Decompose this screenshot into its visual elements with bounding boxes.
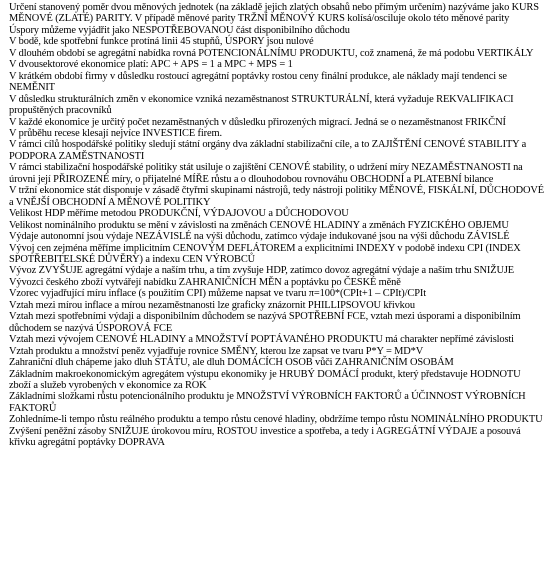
paragraph-23: Vztah produktu a množství peněz vyjadřuje rovnice SMĚNY, kterou lze zapsat ve tvaru P*Y = MD*V xyxy=(9,345,424,357)
paragraph-24: Zahraniční dluh chápeme jako dluh STÁTU, ale dluh DOMÁCÍCH OSOB vůči ZAHRANIČNÍM OSOBÁM xyxy=(9,357,454,369)
paragraph-15: Výdaje autonomní jsou výdaje NEZÁVISLÉ na výši důchodu, zatímco výdaje indukované jsou na výši důchodu ZÁVISLÉ xyxy=(9,231,510,243)
paragraph-3: V bodě, kde spotřební funkce protíná linii 45 stupňů, ÚSPORY jsou nulové xyxy=(9,36,314,48)
paragraph-26: Základními složkami růstu potencionálního produktu je MNOŽSTVÍ VÝROBNÍCH FAKTORŮ a ÚČINNOST VÝROBNÍCH FAKTORŮ xyxy=(9,391,526,414)
paragraph-28: Zvýšení peněžní zásoby SNIŽUJE úrokovou míru, ROSTOU investice a spotřeba, a tedy i AGREGÁTNÍ VÝDAJE a posouvá křivku agregátní poptávky DOPRAVA xyxy=(9,425,521,449)
paragraph-7: V důsledku strukturálních změn v ekonomice vzniká nezaměstnanost STRUKTURÁLNÍ, která vyžaduje REKVALIFIKACI propuštěných pracovníků xyxy=(9,93,514,117)
paragraph-9: V průběhu recese klesají nejvíce INVESTICE firem. xyxy=(9,127,222,139)
paragraph-17: Vývoz ZVYŠUJE agregátní výdaje a naším trhu, a tím zvyšuje HDP, zatímco dovoz agregátní výdaje a naším trhu SNIŽUJE xyxy=(9,265,515,277)
paragraph-1: Určení stanovený poměr dvou měnových jednotek (na základě jejich zlatých obsahů nebo přímým určením) nazýváme jako KURS MĚNOVÉ (ZLATÉ) PARITY. V případě měnové parity TRŽNÍ MĚNOVÝ KURS kolísá/osciluje okolo této měnové parity xyxy=(9,2,539,25)
paragraph-8: V každé ekonomice je určitý počet nezaměstnaných v důsledku přirozených migrací. Jedná se o nezaměstnanost FRIKČNÍ xyxy=(9,116,506,128)
paragraph-11: V rámci stabilizační hospodářské politiky stát usiluje o zajištění CENOVÉ stability, o udržení míry NEZAMĚSTNANOSTI na úrovni její PŘIROZENÉ míry, o přijatelné MÍŘE růstu a o dlouhodobou rovnováhu OBCHODNÍ a PLATEBNÍ bilance xyxy=(9,162,523,185)
paragraph-2: Úspory můžeme vyjádřit jako NESPOTŘEBOVANOU část disponibilního důchodu xyxy=(9,24,350,36)
paragraph-10: V rámci cílů hospodářské politiky sledují státní orgány dva základní stabilizační cíle, a to ZAJIŠTĚNÍ CENOVÉ STABILITY a PODPORA ZAMĚSTNANOSTI xyxy=(9,139,527,162)
paragraph-18: Vývozci českého zboží vytvářejí nabídku ZAHRANIČNÍCH MĚN a poptávku po ČESKÉ měně xyxy=(9,276,401,288)
paragraph-16: Vývoj cen zejména měříme implicitním CENOVÝM DEFLÁTOREM a explicitními INDEXY v podobě indexu CPI (INDEX SPOTŘEBITELSKÉ DŮVĚRY) a indexu CEN VÝROBCŮ xyxy=(9,242,521,265)
paragraph-19: Vzorec vyjadřující míru inflace (s použitím CPI) můžeme napsat ve tvaru π=100*(CPIt+1 – CPIt)/CPIt xyxy=(9,288,426,300)
paragraph-20: Vztah mezi mírou inflace a mírou nezaměstnanosti lze graficky znázornit PHILLIPSOVOU křivkou xyxy=(9,299,415,311)
paragraph-5: V dvousektorové ekonomice platí: APC + APS = 1 a MPC + MPS = 1 xyxy=(9,59,293,71)
paragraph-6: V krátkém období firmy v důsledku rostoucí agregátní poptávky rostou ceny finální produkce, ale náklady mají tendenci se NEMĚNIT xyxy=(9,70,507,94)
paragraph-13: Velikost HDP měříme metodou PRODUKČNÍ, VÝDAJOVOU a DŮCHODOVOU xyxy=(9,208,349,220)
paragraph-22: Vztah mezi vývojem CENOVÉ HLADINY a MNOŽSTVÍ POPTÁVANÉHO PRODUKTU má charakter nepřímé závislosti xyxy=(9,334,514,346)
paragraph-4: V dlouhém období se agregátní nabídka rovná POTENCIONÁLNÍMU PRODUKTU, což znamená, že má podobu VERTIKÁLY xyxy=(9,47,534,59)
document-body xyxy=(9,2,544,449)
paragraph-27: Zohledníme-li tempo růstu reálného produktu a tempo růstu cenové hladiny, obdržíme tempo růstu NOMINÁLNÍHO PRODUKTU xyxy=(9,414,543,426)
paragraph-12: V tržní ekonomice stát disponuje v zásadě čtyřmi skupinami nástrojů, tedy nástroji politiky MĚNOVÉ, FISKÁLNÍ, DŮCHODOVÉ a VNĚJŠÍ OBCHODNÍ A MĚNOVÉ POLITIKY xyxy=(9,185,544,208)
paragraph-21: Vztah mezi spotřebními výdaji a disponibilním důchodem se nazývá SPOTŘEBNÍ FCE, vztah mezi úsporami a disponibilním důchodem se nazývá ÚSPOROVÁ FCE xyxy=(9,311,521,334)
paragraph-14: Velikost nominálního produktu se mění v závislosti na změnách CENOVÉ HLADINY a změnách FYZICKÉHO OBJEMU xyxy=(9,219,509,231)
paragraph-25: Základním makroekonomickým agregátem výstupu ekonomiky je HRUBÝ DOMÁCÍ produkt, který představuje HODNOTU zboží a služeb vyrobených v ekonomice za ROK xyxy=(9,368,521,391)
